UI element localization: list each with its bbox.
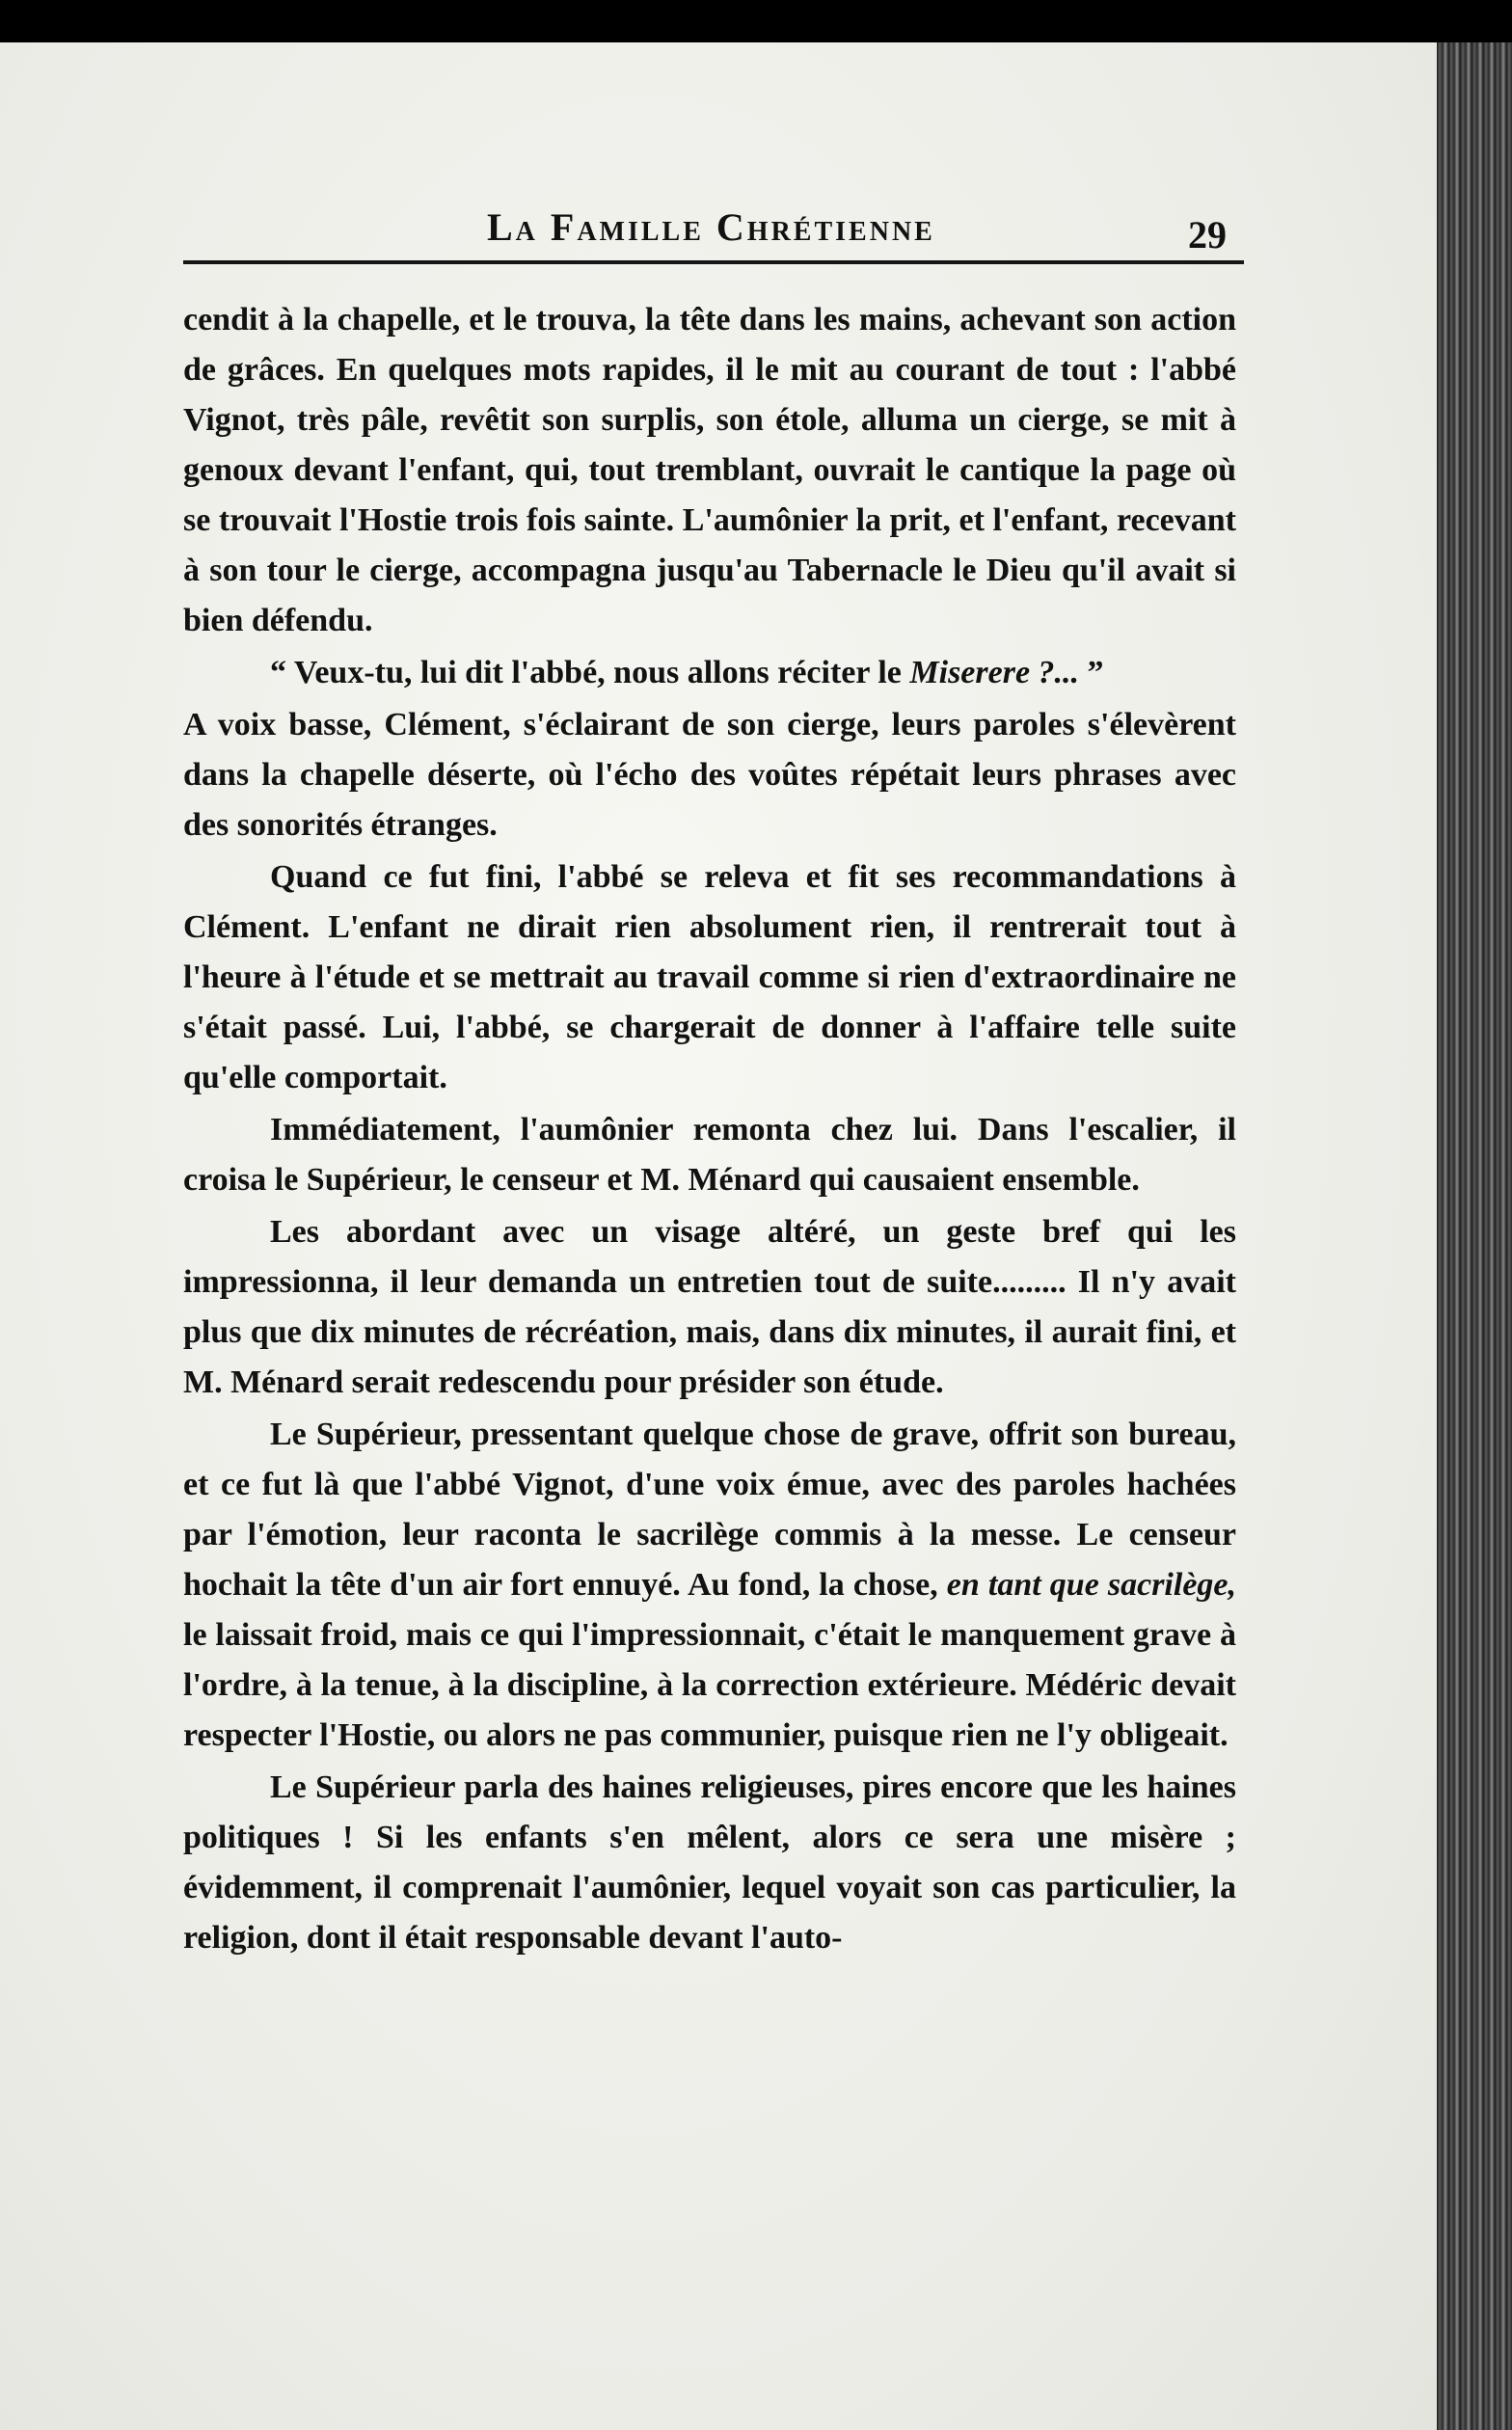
paragraph-3: A voix basse, Clément, s'éclairant de son cierge, leurs paroles s'élevèrent dans la chapelle déserte, où l'écho des voûtes répétait leurs phrases avec des sonorités étranges. (183, 707, 1236, 843)
paragraph-7-text-start: Le Supérieur, pressentant quelque chose de grave, offrit son bureau, et ce fut là que l'abbé Vignot, d'une voix émue, avec des paroles hachées par l'émotion, leur raconta le sacrilège commis à la messe. Le censeur hochait la tête d'un air fort ennuyé. Au fond, la chose, (183, 1417, 1236, 1603)
page-edge-binding (1437, 42, 1512, 2430)
paragraph-1: cendit à la chapelle, et le trouva, la tête dans les mains, achevant son action de grâces. En quelques mots rapides, il le mit au courant de tout : l'abbé Vignot, très pâle, revêtit son surplis, son étole, alluma un cierge, se mit à genoux devant l'enfant, qui, tout tremblant, ouvrait le cantique la page où se trouvait l'Hostie trois fois sainte. L'aumônier la prit, et l'enfant, recevant à son tour le cierge, accompagna jusqu'au Tabernacle le Dieu qu'il avait si bien défendu. (183, 302, 1236, 638)
running-title: La Famille Chrétienne (487, 205, 935, 249)
page-number: 29 (1188, 213, 1227, 256)
paragraph-7-text-end: le laissait froid, mais ce qui l'impressionnait, c'était le manquement grave à l'ordre, à la tenue, à la discipline, à la correction extérieure. Médéric devait respecter l'Hostie, ou alors ne pas communier, puisque rien ne l'y obligeait. (183, 1617, 1236, 1753)
paragraph-2-closing: ” (1079, 655, 1104, 690)
paragraph-4: Quand ce fut fini, l'abbé se releva et fit ses recommandations à Clément. L'enfant ne dirait rien absolument rien, il rentrerait tout à l'heure à l'étude et se mettrait au travail comme si rien d'extraordinaire ne s'était passé. Lui, l'abbé, se chargerait de donner à l'affaire telle suite qu'elle comportait. (183, 859, 1236, 1095)
paragraph-2-text: “ Veux-tu, lui dit l'abbé, nous allons réciter le (270, 655, 910, 690)
paragraph-7-emphasis: en tant que sacrilège, (946, 1567, 1237, 1603)
paragraph-8: Le Supérieur parla des haines religieuses, pires encore que les haines politiques ! Si les enfants s'en mêlent, alors ce sera une misère ; évidemment, il comprenait l'aumônier, lequel voyait son cas particulier, la religion, dont il était responsable devant l'auto- (183, 1769, 1236, 1956)
paragraph-7 (183, 1410, 1236, 1761)
paragraph-6: Les abordant avec un visage altéré, un geste bref qui les impressionna, il leur demanda un entretien tout de suite......... Il n'y avait plus que dix minutes de récréation, mais, dans dix minutes, il aurait fini, et M. Ménard serait redescendu pour présider son étude. (183, 1214, 1236, 1400)
page-body (183, 295, 1236, 1965)
paragraph-2 (183, 648, 1236, 698)
header-rule (183, 260, 1244, 264)
paragraph-5: Immédiatement, l'aumônier remonta chez lui. Dans l'escalier, il croisa le Supérieur, le censeur et M. Ménard qui causaient ensemble. (183, 1112, 1236, 1198)
paragraph-2-emphasis: Miserere ?... (909, 655, 1080, 690)
page-header (183, 199, 1236, 256)
